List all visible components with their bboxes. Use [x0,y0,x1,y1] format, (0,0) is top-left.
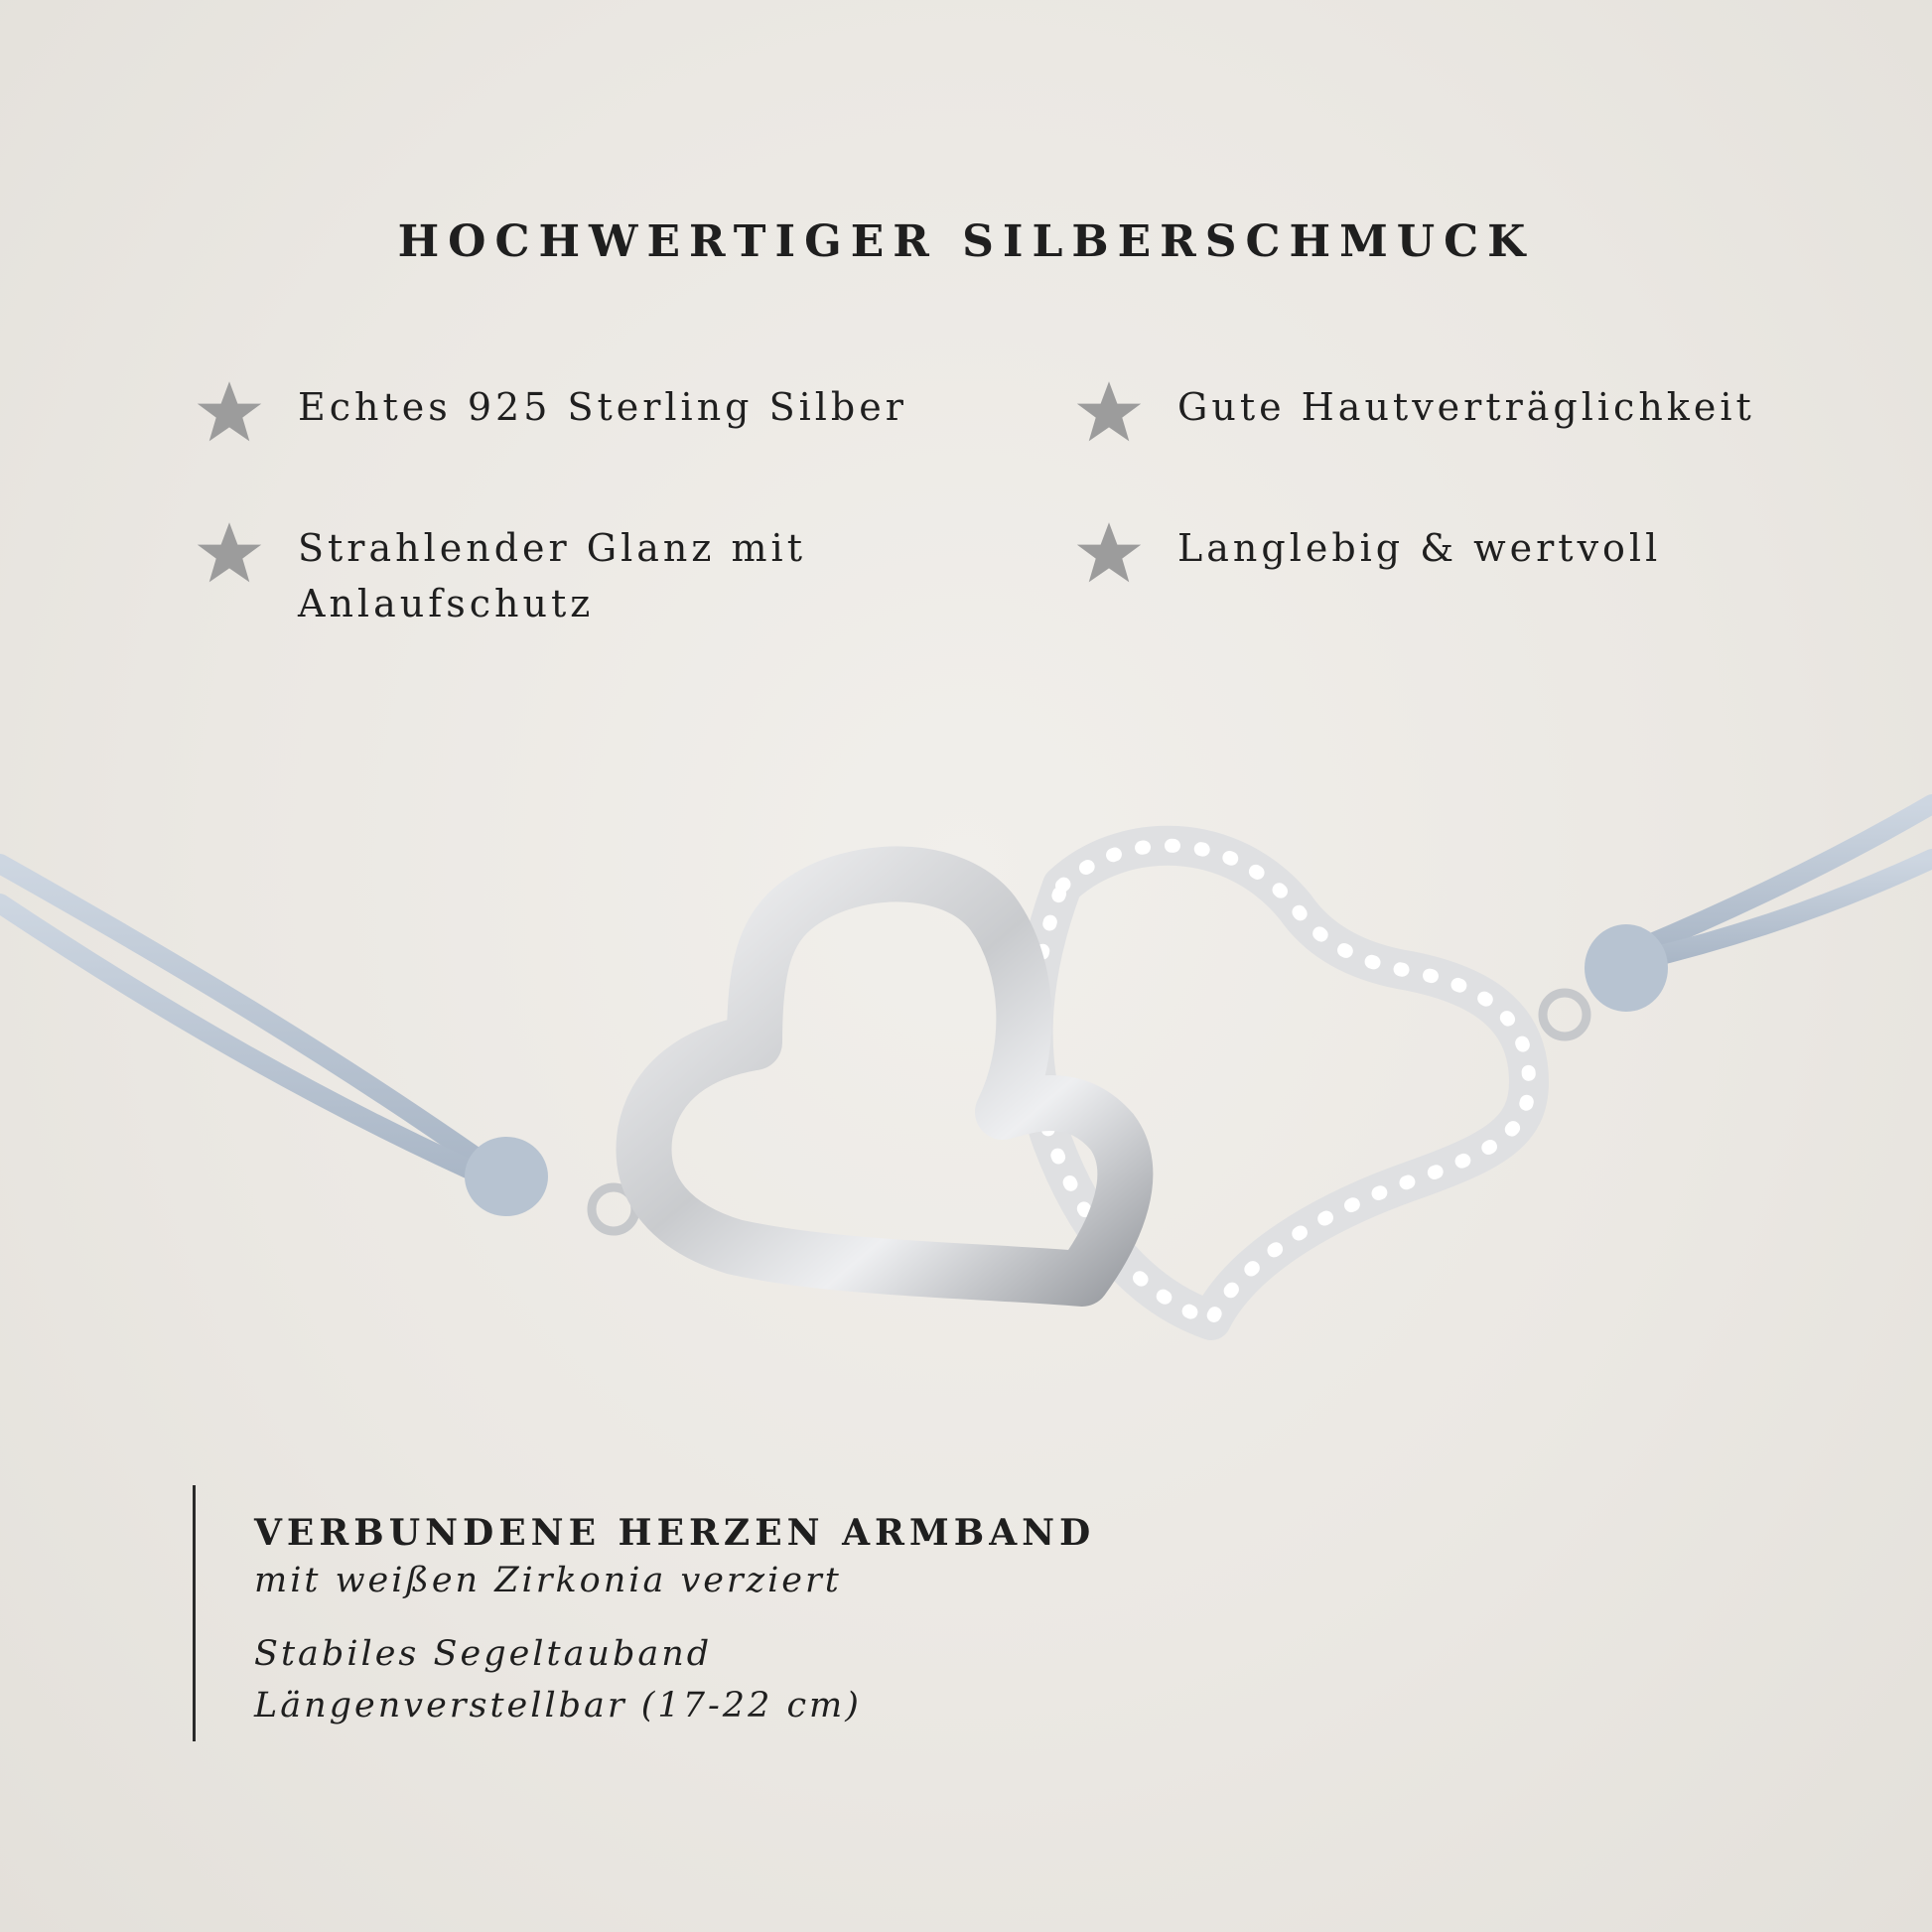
star-icon [1074,377,1144,447]
right-knot [1585,924,1668,1012]
product-details [193,1485,1095,1731]
star-icon [195,518,264,588]
product-detail-length: Längenverstellbar (17-22 cm) [254,1686,862,1725]
feature-durable [1074,520,1661,588]
feature-label: Langlebig & wertvoll [1177,526,1662,570]
right-cord [1628,804,1932,963]
feature-skin-friendly [1074,379,1755,447]
feature-label-line-1: Strahlender Glanz mit [298,526,806,570]
product-subtitle: mit weißen Zirkonia verziert [254,1561,842,1600]
feature-label [298,520,806,631]
feature-label: Gute Hautverträglichkeit [1177,385,1755,429]
star-icon [195,377,264,447]
feature-label: Echtes 925 Sterling Silber [298,385,907,429]
left-knot [465,1137,548,1216]
product-name: VERBUNDENE HERZEN ARMBAND [254,1512,1096,1554]
star-icon [1074,518,1144,588]
feature-sterling-silver [195,379,907,447]
page-title: HOCHWERTIGER SILBERSCHMUCK [397,216,1535,267]
feature-label-line-2: Anlaufschutz [298,582,595,625]
feature-shine-tarnish [195,520,806,631]
bracelet-photo [0,755,1932,1430]
left-cord [0,864,496,1181]
product-detail-cord: Stabiles Segeltauband [254,1634,713,1674]
accent-divider [193,1485,196,1741]
right-jump-ring [1543,993,1587,1036]
